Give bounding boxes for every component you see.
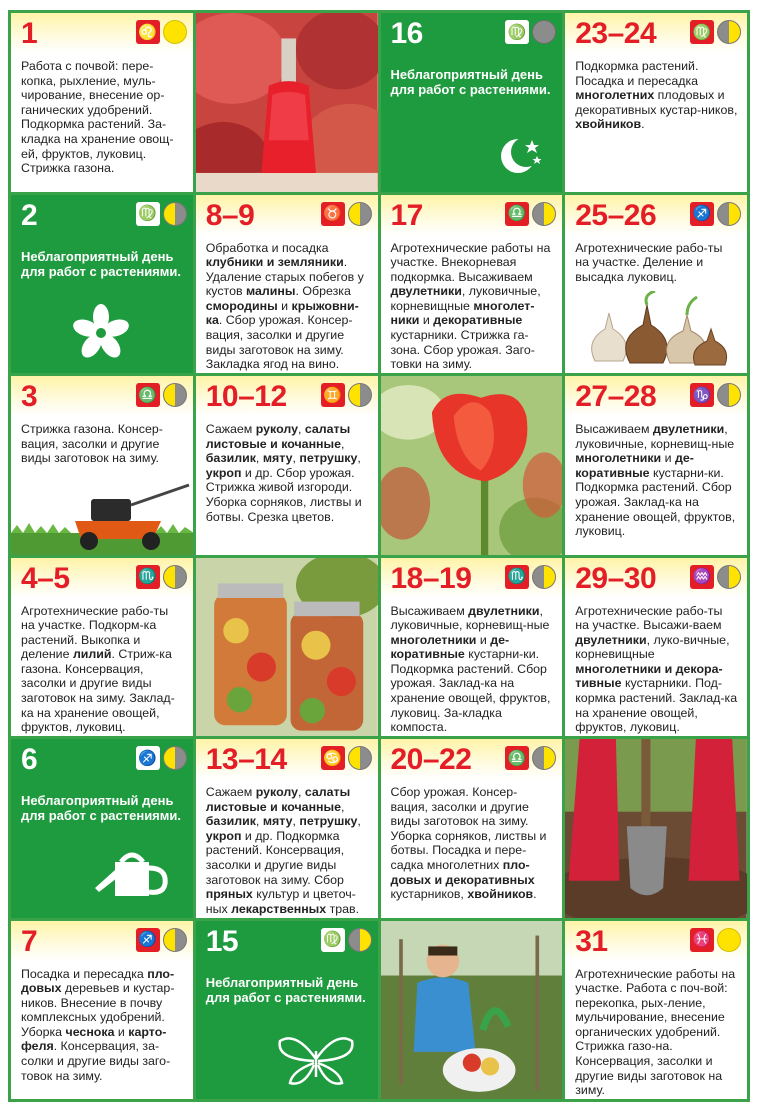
day-number: 31	[575, 924, 608, 958]
text-run: ,	[357, 451, 361, 466]
text-run: карто-феля	[21, 1024, 167, 1054]
day-number: 17	[390, 198, 423, 232]
text-run: многолет-ники	[390, 298, 535, 328]
gardener-photo	[381, 921, 563, 1100]
text-run: многолетних	[575, 88, 655, 103]
zodiac-icon: ♐	[690, 202, 714, 226]
text-run: крыжовни-ка	[205, 298, 359, 328]
zodiac-icon: ♓	[690, 928, 714, 952]
text-run: . Удаление старых побегов у кустов	[205, 255, 364, 299]
text-run: декоративные	[433, 313, 523, 328]
moon-phase-icon	[348, 383, 372, 407]
text-run: ,	[292, 451, 300, 466]
day-cell-7	[11, 921, 193, 1100]
text-run: Агротехнические работы на участке. Работа с поч-вой: перекопка, рых-ление, мульчирование, внесение органических удобрений. Стрижка газо-на. Консервация, засолки и другие виды заготовок на зиму.	[575, 966, 736, 1098]
text-run: ,	[297, 422, 305, 436]
text-run: базилик	[205, 451, 256, 466]
moon-phase-icon	[163, 202, 187, 226]
zodiac-icon: ♐	[136, 746, 160, 770]
text-run: хвойников	[467, 887, 534, 902]
day-number: 29–30	[575, 561, 657, 595]
text-run: кустарни-ки. Подкормка растений. Сбор урожая. Заклад-ка на хранение овощей, фруктов, луковиц.	[575, 465, 736, 539]
text-run: двулетники	[652, 422, 725, 436]
day-number: 15	[205, 924, 239, 958]
text-run: ,	[255, 814, 263, 829]
day-text	[575, 604, 739, 735]
text-run: лилий	[72, 647, 112, 662]
text-run: де-коративные	[390, 632, 510, 662]
day-number: 10–12	[205, 380, 287, 413]
flower-icon	[71, 303, 131, 363]
text-run: Стрижка газона. Консер-вация, засолки и другие виды заготовок на зиму.	[21, 422, 163, 466]
text-run: и	[661, 451, 675, 466]
day-cell-15	[196, 921, 378, 1100]
text-run: , луковичные, корневищные	[390, 284, 541, 313]
day-text	[206, 422, 370, 524]
text-run: ,	[255, 451, 263, 466]
text-run: и	[277, 298, 292, 313]
boots-shovel-photo	[565, 739, 747, 918]
text-run: многолетники и декора-тивные	[575, 661, 723, 691]
day-cell-27-28	[565, 376, 747, 555]
text-run: чеснока	[65, 1024, 115, 1039]
text-run: трав.	[326, 901, 360, 916]
day-text	[391, 785, 555, 902]
text-run: укроп	[205, 465, 242, 480]
day-number: 20–22	[390, 743, 472, 776]
text-run: пряных	[205, 887, 253, 902]
text-run: . Сбор урожая. Консер-вация, засолки и другие виды заготовок на зиму. Закладка ягод на вино.	[205, 313, 353, 372]
text-run: Обработка и посадка	[205, 240, 329, 255]
text-run: Подкормка растений. Посадка и пересадка	[575, 59, 699, 88]
day-text	[206, 241, 370, 372]
text-run: петрушку	[299, 814, 358, 829]
zodiac-icon: ♍	[690, 20, 714, 44]
day-cell-20-22	[381, 739, 563, 918]
day-text	[21, 604, 185, 735]
moon-phase-icon	[163, 383, 187, 407]
day-text	[21, 59, 185, 176]
text-run: , луко-вичные, корневищные	[575, 632, 730, 662]
moon-phase-icon	[717, 202, 741, 226]
zodiac-icon: ♏	[505, 565, 529, 589]
moon-phase-icon	[532, 202, 556, 226]
text-run: Высаживаем	[575, 422, 653, 436]
text-run: и	[114, 1024, 129, 1039]
text-run: салаты листовые и кочанные	[205, 422, 351, 451]
moon-phase-icon	[532, 746, 556, 770]
day-cell-2	[11, 195, 193, 374]
text-run: .	[533, 887, 537, 902]
text-run: кустарники. Под-кормка растений. Заклад-ка на хранение овощей, фруктов, луковиц.	[575, 676, 738, 735]
moon-phase-icon	[532, 565, 556, 589]
zodiac-icon: ♎	[505, 746, 529, 770]
day-cell-31	[565, 921, 747, 1100]
text-run: салаты листовые и кочанные	[205, 785, 351, 814]
text-run: Агротехнические рабо-ты на участке. Высажи-ваем	[575, 603, 723, 633]
moon-phase-icon	[717, 383, 741, 407]
day-text	[206, 785, 370, 916]
text-run: Сбор урожая. Консер-вация, засолки и другие виды заготовок на зиму. Уборка сорняков, листвы и ботвы. Посадка и пере-садка многолетних	[390, 785, 547, 872]
text-run: ,	[341, 799, 345, 814]
text-run: де-коративные	[575, 451, 694, 480]
day-number: 6	[21, 743, 38, 776]
text-run: клубники и земляники	[205, 255, 344, 270]
text-run: ,	[357, 814, 361, 829]
zodiac-icon: ♐	[136, 928, 160, 952]
zodiac-icon: ♋	[321, 746, 345, 770]
day-text	[21, 249, 185, 279]
text-run: и	[419, 313, 434, 328]
day-cell-13-14	[196, 739, 378, 918]
text-run: Сажаем	[205, 422, 256, 436]
crescent-star-icon	[500, 134, 544, 178]
text-run: многолетники	[390, 632, 477, 647]
text-run: Агротехнические рабо-ты на участке. Подкорм-ка растений. Выкопка и деление	[21, 603, 169, 662]
text-run: культур и цветоч-ных	[205, 887, 356, 916]
zodiac-icon: ♌	[136, 20, 160, 44]
text-run: деревьев и кустар-ников. Внесение в почву комплексных удобрений. Уборка	[21, 981, 175, 1039]
day-text	[21, 793, 185, 823]
day-number: 23–24	[575, 17, 657, 50]
text-run: лекарственных	[231, 901, 327, 916]
moon-phase-icon	[163, 928, 187, 952]
moon-phase-icon	[348, 928, 372, 952]
text-run: . Стриж-ка газона. Консервация, засолки и другие виды заготовок на зиму. Заклад-ка на хранение овощей, фруктов, луковиц.	[21, 647, 175, 735]
day-number: 8–9	[205, 198, 255, 232]
text-run: плодовых и декоративных кустар-ников,	[575, 88, 738, 117]
text-run: базилик	[205, 814, 256, 829]
text-run: . Обрезка	[295, 284, 351, 299]
butterfly-icon	[276, 1031, 356, 1087]
text-run: Работа с почвой: пере-копка, рыхление, муль-чирование, внесение ор-ганических удобрений. Подкормка растений. За-кладка на хранение овощ-ей, фруктов, луковиц. Стрижка газона.	[21, 59, 174, 176]
zodiac-icon: ♏	[136, 565, 160, 589]
zodiac-icon: ♍	[136, 202, 160, 226]
moon-phase-icon	[717, 20, 741, 44]
moon-phase-icon	[163, 20, 187, 44]
text-run: Высаживаем	[390, 603, 469, 618]
text-run: малины	[246, 284, 296, 299]
lawnmower-photo	[11, 481, 193, 555]
text-run: Неблагоприятный день для работ с растениями.	[21, 248, 181, 279]
moon-phase-icon	[348, 202, 372, 226]
day-number: 27–28	[575, 380, 657, 413]
text-run: руколу	[255, 785, 298, 799]
text-run: Агротехнические работы на участке. Внекорневая подкормка. Высаживаем	[390, 240, 551, 284]
zodiac-icon: ♍	[505, 20, 529, 44]
text-run: , луковичные, корневищ-ные	[575, 422, 735, 451]
day-cell-6	[11, 739, 193, 918]
text-run: хвойников	[575, 117, 642, 132]
text-run: Неблагоприятный день для работ с растениями.	[21, 793, 181, 823]
day-cell-4-5	[11, 558, 193, 737]
day-text	[391, 67, 555, 97]
moon-phase-icon	[717, 928, 741, 952]
text-run: двулетники	[575, 632, 647, 647]
text-run: руколу	[255, 422, 298, 436]
text-run: кустарники. Стрижка га-зона. Сбор урожая. Заго-товки на зиму.	[390, 328, 535, 372]
zodiac-icon: ♎	[136, 383, 160, 407]
text-run: .	[641, 117, 645, 132]
moon-phase-icon	[163, 746, 187, 770]
day-number: 4–5	[21, 561, 70, 595]
day-number: 3	[21, 380, 38, 413]
text-run: двулетники	[468, 603, 540, 618]
text-run: многолетники	[575, 451, 662, 466]
watering-can-icon	[91, 844, 171, 904]
tulip-photo	[381, 376, 563, 555]
day-text	[21, 422, 185, 466]
text-run: укроп	[205, 828, 242, 843]
moon-phase-icon	[532, 20, 556, 44]
text-run: Агротехнические рабо-ты на участке. Деление и высадка луковиц.	[575, 240, 723, 284]
day-text	[575, 59, 739, 132]
text-run: пло-довых и декоративных	[390, 857, 535, 887]
day-text	[391, 241, 555, 372]
day-number: 7	[21, 924, 38, 958]
day-number: 1	[21, 17, 38, 50]
moon-phase-icon	[348, 746, 372, 770]
text-run: Посадка и пересадка	[21, 966, 148, 981]
day-cell-29-30	[565, 558, 747, 737]
zodiac-icon: ♎	[505, 202, 529, 226]
day-text	[206, 975, 370, 1005]
day-cell-17	[381, 195, 563, 374]
zodiac-icon: ♉	[321, 202, 345, 226]
day-text	[391, 604, 555, 735]
text-run: Сажаем	[205, 785, 256, 799]
text-run: мяту	[262, 451, 293, 466]
day-cell-23-24	[565, 13, 747, 192]
text-run: двулетники	[390, 284, 462, 299]
bulbs-photo	[575, 291, 735, 369]
day-number: 13–14	[205, 743, 287, 776]
day-number: 18–19	[390, 561, 472, 595]
day-text	[575, 422, 739, 539]
day-cell-8-9	[196, 195, 378, 374]
text-run: и др. Подкормка растений. Консервация, засолки и другие виды заготовок на зиму. Сбор	[205, 828, 345, 887]
text-run: , луковичные, корневищ-ные	[390, 603, 550, 633]
day-number: 2	[21, 198, 38, 232]
day-text	[575, 241, 739, 285]
moon-phase-icon	[717, 565, 741, 589]
day-cell-16	[381, 13, 563, 192]
day-number: 16	[390, 17, 423, 50]
moon-phase-icon	[163, 565, 187, 589]
day-cell-3	[11, 376, 193, 555]
text-run: кустарников,	[390, 887, 468, 902]
pickled-jars-photo	[196, 558, 378, 737]
text-run: смородины	[205, 298, 278, 313]
day-text	[21, 967, 185, 1084]
text-run: ,	[297, 785, 305, 799]
text-run: пло-довых	[21, 966, 175, 996]
text-run: кустарни-ки. Подкормка растений. Сбор урожая. Заклад-ка на хранение овощей, фруктов, луковиц. За-кладка компоста.	[390, 647, 551, 735]
text-run: . Консервация, за-солки и другие виды заго-товок на зиму.	[21, 1039, 171, 1083]
text-run: петрушку	[299, 451, 358, 466]
text-run: Неблагоприятный день для работ с растениями.	[390, 67, 551, 97]
day-cell-10-12	[196, 376, 378, 555]
day-text	[575, 967, 739, 1098]
zodiac-icon: ♍	[321, 928, 345, 952]
text-run: и	[476, 632, 491, 647]
day-number: 25–26	[575, 198, 657, 232]
zodiac-icon: ♒	[690, 565, 714, 589]
zodiac-icon: ♑	[690, 383, 714, 407]
day-cell-18-19	[381, 558, 563, 737]
text-run: ,	[292, 814, 300, 829]
text-run: мяту	[262, 814, 293, 829]
wine-bottle-photo	[196, 13, 378, 192]
text-run: Неблагоприятный день для работ с растениями.	[205, 974, 366, 1005]
zodiac-icon: ♊	[321, 383, 345, 407]
text-run: ,	[341, 436, 345, 451]
text-run: и др. Сбор урожая. Стрижка живой изгороди. Уборка сорняков, листвы и ботвы. Срезка цветов.	[205, 465, 362, 524]
day-cell-1	[11, 13, 193, 192]
calendar-grid	[8, 10, 750, 1102]
day-cell-25-26	[565, 195, 747, 374]
